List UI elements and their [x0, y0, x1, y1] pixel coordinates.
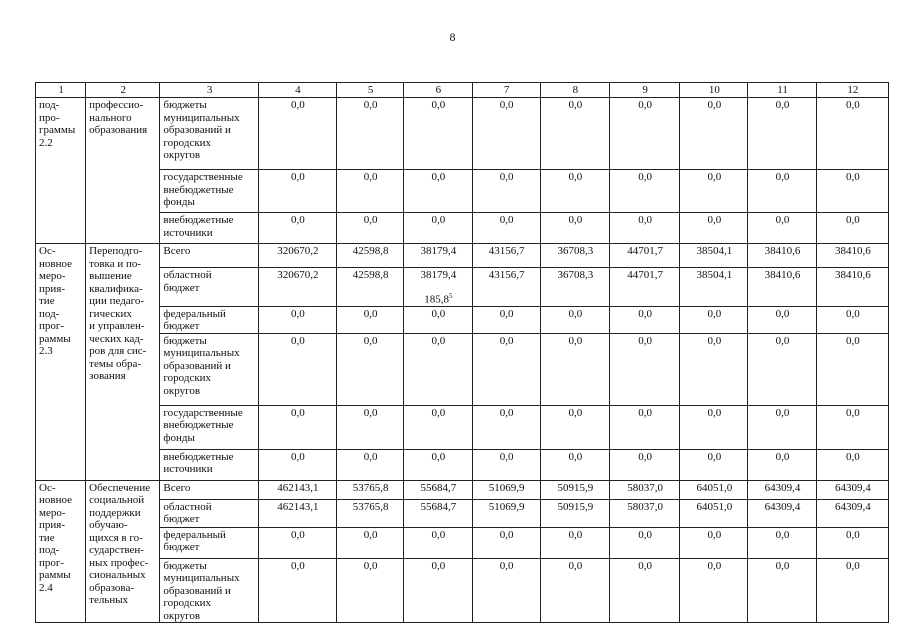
value-cell	[609, 306, 679, 333]
funding-source-cell: государственные внебюджетные фонды	[160, 405, 258, 449]
value-cell	[680, 98, 748, 170]
value-cell	[258, 449, 336, 480]
value-text: 64309,4	[764, 500, 801, 513]
column-number: 9	[609, 83, 679, 98]
footnote-amount: 185,8	[424, 293, 449, 306]
value-cell	[337, 306, 404, 333]
value-cell	[609, 268, 679, 307]
value-cell	[816, 170, 888, 213]
value-cell	[748, 170, 816, 213]
table-row	[36, 268, 889, 307]
value-cell	[337, 213, 404, 244]
table-row	[36, 306, 889, 333]
value-text: 50915,9	[557, 500, 594, 513]
value-cell	[609, 333, 679, 405]
value-cell	[609, 244, 679, 268]
value-text: 0,0	[775, 450, 790, 463]
value-text: 0,0	[499, 99, 514, 111]
value-text: 50915,9	[557, 481, 594, 494]
value-cell	[258, 558, 336, 623]
value-cell	[472, 558, 540, 623]
value-cell	[404, 333, 472, 405]
value-cell	[258, 527, 336, 558]
value-text: 44701,7	[627, 245, 663, 257]
value-text: 0,0	[363, 528, 378, 541]
column-number: 4	[258, 83, 336, 98]
value-text: 53765,8	[352, 481, 389, 494]
value-text: 0,0	[291, 406, 305, 419]
value-cell	[609, 449, 679, 480]
program-name-cell: Обеспечение социальной поддержки обучаю- щихся в го- сударствен- ных профес- сиональных образова- тельных	[86, 480, 160, 623]
column-number: 7	[472, 83, 540, 98]
value-cell	[337, 98, 404, 170]
value-text: 0,0	[845, 334, 860, 347]
value-text: 0,0	[638, 99, 652, 111]
value-text: 0,0	[707, 334, 722, 347]
table-row	[36, 405, 889, 449]
value-text: 0,0	[775, 214, 790, 226]
value-text: 0,0	[363, 171, 378, 183]
value-cell	[748, 244, 816, 268]
value-cell	[258, 170, 336, 213]
value-text: 0,0	[291, 334, 305, 347]
value-cell	[680, 405, 748, 449]
value-text: 38410,6	[834, 245, 871, 257]
value-text: 38410,6	[834, 269, 871, 281]
value-text: 0,0	[638, 334, 652, 347]
value-text: 0,0	[431, 406, 446, 419]
value-cell	[609, 170, 679, 213]
footnote-mark: 5	[449, 291, 453, 300]
value-cell	[680, 527, 748, 558]
value-text: 64051,0	[696, 481, 733, 494]
value-cell	[540, 244, 609, 268]
value-text: 0,0	[499, 450, 514, 463]
column-number: 8	[540, 83, 609, 98]
value-cell	[748, 558, 816, 623]
value-text: 0,0	[431, 307, 446, 320]
value-text: 0,0	[845, 450, 860, 463]
value-text: 0,0	[638, 171, 652, 183]
value-cell	[404, 98, 472, 170]
value-text: 36708,3	[557, 245, 594, 257]
value-text: 0,0	[568, 528, 583, 541]
table-row	[36, 527, 889, 558]
value-cell	[337, 405, 404, 449]
value-cell	[258, 480, 336, 499]
value-cell	[337, 480, 404, 499]
value-cell	[472, 405, 540, 449]
value-text: 0,0	[291, 528, 305, 541]
value-cell	[258, 268, 336, 307]
value-text: 36708,3	[557, 269, 594, 281]
value-cell	[258, 98, 336, 170]
value-cell	[472, 527, 540, 558]
value-cell	[258, 244, 336, 268]
value-cell	[816, 499, 888, 527]
table-row	[36, 244, 889, 268]
value-text: 0,0	[568, 99, 583, 111]
value-cell	[258, 213, 336, 244]
value-cell	[680, 170, 748, 213]
table-row	[36, 170, 889, 213]
value-text: 0,0	[431, 334, 446, 347]
value-cell	[540, 170, 609, 213]
value-cell	[472, 333, 540, 405]
value-cell	[404, 170, 472, 213]
value-text: 0,0	[638, 214, 652, 226]
value-text: 0,0	[568, 406, 583, 419]
value-cell	[816, 213, 888, 244]
value-cell	[540, 405, 609, 449]
value-text: 0,0	[638, 307, 652, 320]
value-cell	[609, 480, 679, 499]
value-cell	[404, 405, 472, 449]
value-text: 0,0	[363, 559, 378, 572]
value-text: 0,0	[775, 171, 790, 183]
value-text: 38504,1	[696, 269, 733, 281]
value-text: 0,0	[291, 307, 305, 320]
value-text: 0,0	[638, 450, 652, 463]
value-cell	[540, 213, 609, 244]
table-row	[36, 480, 889, 499]
value-text: 64309,4	[834, 481, 871, 494]
value-cell	[540, 499, 609, 527]
value-text: 0,0	[363, 99, 378, 111]
value-text: 0,0	[707, 450, 722, 463]
funding-source-cell: федеральный бюджет	[160, 306, 258, 333]
funding-source-cell: Всего	[160, 480, 258, 499]
value-cell	[680, 499, 748, 527]
value-text: 0,0	[845, 406, 860, 419]
value-text: 0,0	[291, 171, 305, 183]
value-cell	[748, 306, 816, 333]
value-cell	[680, 213, 748, 244]
value-text: 0,0	[499, 334, 514, 347]
value-cell	[609, 527, 679, 558]
value-text: 0,0	[707, 406, 722, 419]
funding-source-cell: областной бюджет	[160, 268, 258, 307]
funding-source-cell: бюджеты муниципальных образований и городских округов	[160, 98, 258, 170]
program-code-cell: Ос- новное меро- прия- тие под- прог- раммы 2.3	[36, 244, 86, 481]
value-text: 0,0	[499, 528, 514, 541]
value-text: 0,0	[775, 99, 790, 111]
value-text: 0,0	[775, 334, 790, 347]
program-code-cell: под- про- граммы 2.2	[36, 98, 86, 244]
value-cell	[816, 98, 888, 170]
value-cell	[472, 499, 540, 527]
value-cell	[540, 268, 609, 307]
value-text: 0,0	[845, 171, 860, 183]
value-text: 0,0	[707, 559, 722, 572]
value-text: 0,0	[499, 307, 514, 320]
value-text: 38504,1	[696, 245, 733, 257]
value-text: 0,0	[568, 171, 583, 183]
page-number: 8	[449, 30, 456, 44]
program-name-cell: профессио- нального образования	[86, 98, 160, 244]
table-row	[36, 213, 889, 244]
value-text: 0,0	[845, 99, 860, 111]
value-cell	[609, 405, 679, 449]
value-cell	[609, 213, 679, 244]
value-text: 0,0	[845, 528, 860, 541]
value-cell	[748, 499, 816, 527]
value-text: 0,0	[431, 214, 446, 226]
value-text: 0,0	[638, 528, 652, 541]
value-cell	[337, 499, 404, 527]
footnote-value	[407, 290, 469, 306]
value-text: 0,0	[499, 214, 514, 226]
value-text: 0,0	[363, 406, 378, 419]
value-text: 462143,1	[277, 481, 319, 494]
value-cell	[816, 405, 888, 449]
value-text: 0,0	[775, 307, 790, 320]
value-cell	[472, 306, 540, 333]
value-cell	[540, 333, 609, 405]
funding-source-cell: внебюджетные источники	[160, 213, 258, 244]
value-text: 0,0	[291, 559, 305, 572]
value-cell	[404, 527, 472, 558]
value-cell	[540, 449, 609, 480]
value-text: 0,0	[499, 171, 514, 183]
value-cell	[404, 268, 472, 307]
value-cell	[748, 480, 816, 499]
value-text: 38179,4	[420, 245, 457, 257]
funding-source-cell: бюджеты муниципальных образований и городских округов	[160, 333, 258, 405]
value-text: 0,0	[363, 214, 378, 226]
value-cell	[680, 244, 748, 268]
value-text: 38410,6	[764, 245, 801, 257]
value-cell	[337, 527, 404, 558]
value-text: 55684,7	[420, 481, 457, 494]
value-text: 0,0	[845, 307, 860, 320]
value-cell	[472, 480, 540, 499]
value-text: 0,0	[775, 559, 790, 572]
program-name-cell: Переподго- товка и по- вышение квалифика- ции педаго- гических и управлен- ческих кад- ров для сис- темы обра- зования	[86, 244, 160, 481]
value-cell	[258, 405, 336, 449]
column-number: 3	[160, 83, 258, 98]
value-text: 0,0	[568, 559, 583, 572]
value-text: 58037,0	[627, 481, 663, 494]
value-cell	[748, 98, 816, 170]
value-text: 320670,2	[277, 245, 319, 257]
value-text: 0,0	[431, 528, 446, 541]
value-text: 38179,4	[420, 269, 457, 281]
column-number: 2	[86, 83, 160, 98]
value-cell	[258, 333, 336, 405]
value-text: 38410,6	[764, 269, 801, 281]
value-cell	[748, 405, 816, 449]
value-cell	[258, 499, 336, 527]
value-text: 0,0	[775, 406, 790, 419]
value-text: 58037,0	[627, 500, 663, 513]
value-cell	[337, 558, 404, 623]
value-text: 462143,1	[277, 500, 319, 513]
value-cell	[816, 333, 888, 405]
value-text: 0,0	[845, 214, 860, 226]
value-cell	[816, 527, 888, 558]
value-text: 0,0	[568, 214, 583, 226]
funding-source-cell: бюджеты муниципальных образований и городских округов	[160, 558, 258, 623]
program-code-cell: Ос- новное меро- прия- тие под- прог- раммы 2.4	[36, 480, 86, 623]
value-text: 0,0	[638, 559, 652, 572]
value-text: 53765,8	[352, 500, 389, 513]
value-text: 0,0	[568, 450, 583, 463]
value-cell	[748, 333, 816, 405]
column-number: 1	[36, 83, 86, 98]
table-row	[36, 558, 889, 623]
value-text: 64051,0	[696, 500, 733, 513]
value-cell	[609, 558, 679, 623]
column-number: 6	[404, 83, 472, 98]
column-number: 10	[680, 83, 748, 98]
value-cell	[680, 306, 748, 333]
value-text: 0,0	[499, 406, 514, 419]
value-text: 0,0	[291, 99, 305, 111]
column-number: 5	[337, 83, 404, 98]
value-cell	[609, 499, 679, 527]
value-cell	[472, 98, 540, 170]
header-row	[36, 83, 889, 98]
value-text: 0,0	[291, 214, 305, 226]
value-text: 0,0	[707, 171, 722, 183]
value-cell	[748, 527, 816, 558]
value-cell	[337, 170, 404, 213]
value-cell	[472, 213, 540, 244]
value-cell	[680, 558, 748, 623]
value-text: 0,0	[707, 307, 722, 320]
value-text: 51069,9	[488, 500, 525, 513]
value-text: 0,0	[431, 450, 446, 463]
value-cell	[404, 306, 472, 333]
value-cell	[258, 306, 336, 333]
value-text: 42598,8	[352, 245, 389, 257]
value-cell	[816, 558, 888, 623]
value-text: 0,0	[363, 450, 378, 463]
value-cell	[337, 333, 404, 405]
value-text: 0,0	[707, 528, 722, 541]
funding-source-cell: федеральный бюджет	[160, 527, 258, 558]
value-cell	[748, 449, 816, 480]
value-text: 64309,4	[834, 500, 871, 513]
value-text: 0,0	[291, 450, 305, 463]
value-cell	[472, 244, 540, 268]
value-text: 0,0	[499, 559, 514, 572]
value-text: 0,0	[845, 559, 860, 572]
value-text: 55684,7	[420, 500, 457, 513]
value-cell	[404, 213, 472, 244]
value-cell	[540, 480, 609, 499]
value-text: 0,0	[707, 214, 722, 226]
value-text: 43156,7	[488, 245, 525, 257]
value-cell	[404, 480, 472, 499]
value-cell	[816, 244, 888, 268]
value-cell	[472, 170, 540, 213]
value-cell	[680, 333, 748, 405]
value-text: 64309,4	[764, 481, 801, 494]
value-cell	[540, 306, 609, 333]
value-cell	[404, 449, 472, 480]
value-cell	[337, 244, 404, 268]
value-text: 0,0	[568, 307, 583, 320]
value-text: 0,0	[707, 99, 722, 111]
value-text: 51069,9	[488, 481, 525, 494]
column-number: 12	[816, 83, 888, 98]
value-text: 0,0	[568, 334, 583, 347]
value-cell	[540, 558, 609, 623]
value-cell	[337, 449, 404, 480]
table-row	[36, 499, 889, 527]
value-cell	[472, 449, 540, 480]
value-cell	[404, 499, 472, 527]
value-text: 0,0	[431, 171, 446, 183]
value-text: 320670,2	[277, 269, 319, 281]
value-cell	[816, 268, 888, 307]
value-text: 0,0	[431, 99, 446, 111]
value-cell	[748, 268, 816, 307]
funding-source-cell: государственные внебюджетные фонды	[160, 170, 258, 213]
funding-source-cell: областной бюджет	[160, 499, 258, 527]
value-cell	[540, 98, 609, 170]
table-row	[36, 449, 889, 480]
value-cell	[748, 213, 816, 244]
value-cell	[680, 268, 748, 307]
value-text: 0,0	[363, 334, 378, 347]
value-cell	[816, 480, 888, 499]
value-cell	[404, 244, 472, 268]
value-text: 0,0	[363, 307, 378, 320]
funding-source-cell: внебюджетные источники	[160, 449, 258, 480]
value-cell	[609, 98, 679, 170]
funding-source-cell: Всего	[160, 244, 258, 268]
value-cell	[472, 268, 540, 307]
value-text: 0,0	[638, 406, 652, 419]
value-cell	[540, 527, 609, 558]
value-text: 0,0	[431, 559, 446, 572]
value-cell	[680, 449, 748, 480]
table-row	[36, 98, 889, 170]
value-cell	[404, 558, 472, 623]
value-text: 0,0	[775, 528, 790, 541]
column-number: 11	[748, 83, 816, 98]
value-cell	[816, 449, 888, 480]
value-cell	[680, 480, 748, 499]
value-text: 44701,7	[627, 269, 663, 281]
value-cell	[816, 306, 888, 333]
value-text: 42598,8	[352, 269, 389, 281]
budget-table	[35, 82, 889, 623]
value-text: 43156,7	[488, 269, 525, 281]
table-row	[36, 333, 889, 405]
value-cell	[337, 268, 404, 307]
